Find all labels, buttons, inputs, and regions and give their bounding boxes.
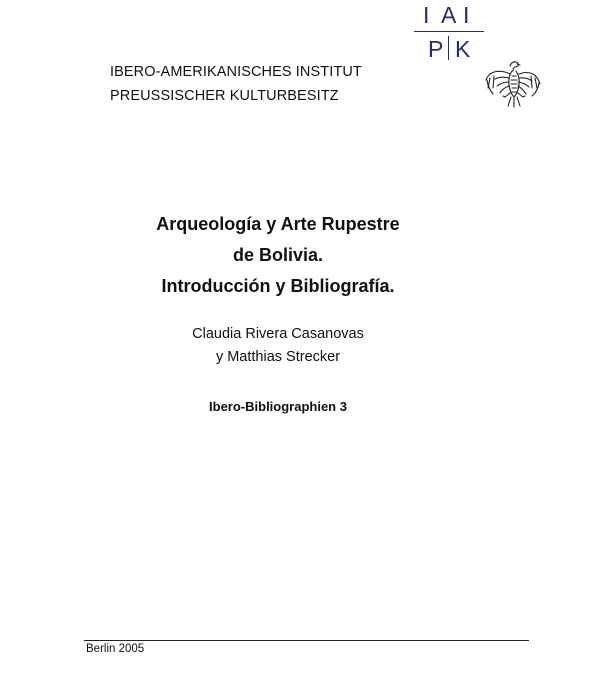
logo-letter-i1: I: [423, 2, 430, 28]
series-label: Ibero-Bibliographien 3: [209, 399, 347, 414]
author-line-1: Claudia Rivera Casanovas: [192, 326, 364, 342]
title-line-1: Arqueología y Arte Rupestre: [156, 214, 400, 234]
footer-place-year: Berlin 2005: [86, 643, 145, 655]
logo-divider-vertical: [448, 36, 449, 60]
eagle-icon: [484, 58, 542, 108]
logo-letter-a: A: [441, 2, 457, 28]
title-line-3: Introducción y Bibliografía.: [161, 276, 395, 296]
logo-letter-k: K: [455, 36, 471, 62]
logo-letter-p: P: [428, 36, 444, 62]
author-line-2: y Matthias Strecker: [215, 349, 341, 365]
institution-line-2: PREUSSISCHER KULTURBESITZ: [110, 88, 339, 104]
title-line-2: de Bolivia.: [232, 245, 324, 265]
institution-line-1: IBERO-AMERIKANISCHES INSTITUT: [110, 64, 362, 80]
footer-rule: [84, 640, 529, 641]
logo-letter-i2: I: [463, 2, 470, 28]
logo-divider-horizontal: [414, 31, 484, 32]
